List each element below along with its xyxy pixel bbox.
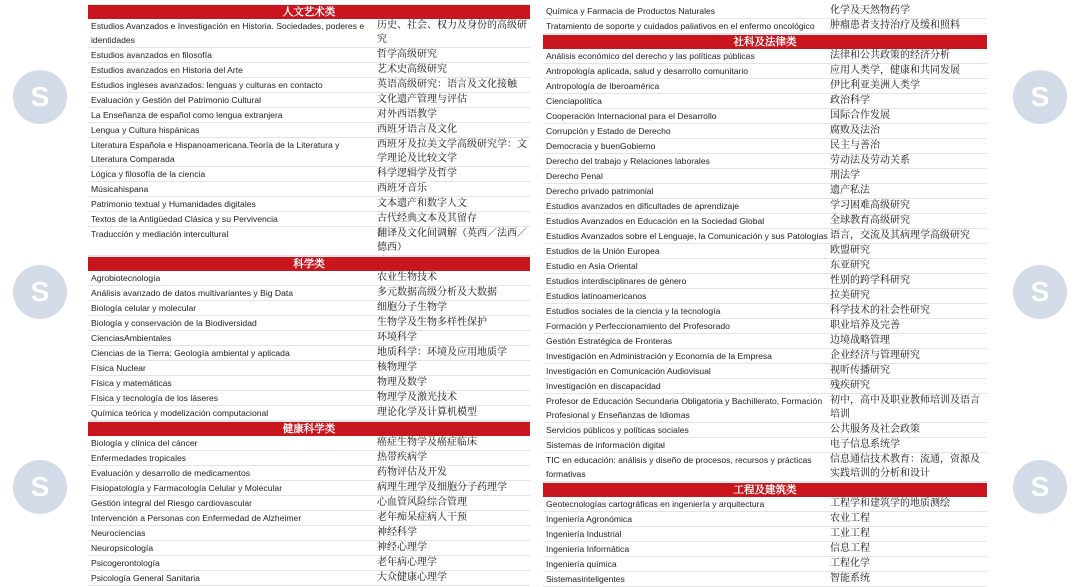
program-row (543, 79, 987, 94)
program-row (543, 542, 987, 557)
program-name-zh: 伊比利亚美洲人类学 (830, 80, 920, 91)
program-name-es: Lógica y filosofía de la ciencia (91, 169, 206, 179)
program-name-es: Ingeniería Industrial (546, 529, 622, 539)
program-name-es: Derecho privado patrimonial (546, 186, 654, 196)
program-name-zh: 智能系统 (830, 573, 870, 584)
program-name-es: Sistemasinteligentes (546, 574, 625, 584)
program-name-zh: 心血管风险综合管理 (377, 497, 467, 508)
program-row (88, 526, 530, 541)
program-name-es: Servicios públicos y políticas sociales (546, 425, 689, 435)
program-name-es: Músicahispana (91, 184, 149, 194)
program-name-zh: 大众健康心理学 (377, 572, 447, 583)
program-name-zh: 文化遗产管理与评估 (377, 94, 467, 105)
program-name-es: CienciasAmbientales (91, 333, 172, 343)
program-name-zh: 老年病心理学 (377, 557, 437, 568)
program-name-zh: 理论化学及计算机模型 (377, 407, 477, 418)
program-row (543, 64, 987, 79)
program-row (88, 48, 530, 63)
program-name-es: Derecho Penal (546, 171, 603, 181)
program-name-zh: 神经心理学 (377, 542, 427, 553)
program-name-es: Democracia y buenGobierno (546, 141, 656, 151)
program-name-zh: 残疾研究 (830, 380, 870, 391)
section-header: 科学类 (88, 256, 530, 271)
section-header: 社科及法律类 (543, 34, 987, 49)
program-row (88, 466, 530, 481)
program-name-zh: 西班牙语言及文化 (377, 124, 457, 135)
program-name-es: Cooperación Internacional para el Desarrollo (546, 111, 717, 121)
program-name-zh: 劳动法及劳动关系 (830, 155, 910, 166)
program-name-zh: 语言，交流及其病理学高级研究 (830, 230, 970, 241)
program-name-zh: 农业工程 (830, 513, 870, 524)
program-row (88, 511, 530, 526)
program-row (88, 391, 530, 406)
program-name-zh: 物理学及激光技术 (377, 392, 457, 403)
program-name-es: Ingeniería Agronómica (546, 514, 632, 524)
program-name-es: Literatura Española e Hispanoamericana.Teoría de la Literatura y Literatura Comparada (91, 140, 340, 164)
program-name-es: Biología y conservación de la Biodiversidad (91, 318, 257, 328)
program-name-zh: 工程学和建筑学的地质测绘 (830, 498, 950, 509)
program-name-zh: 初中，高中及职业教师培训及语言培训 (830, 395, 980, 420)
program-name-zh: 工程化学 (830, 558, 870, 569)
program-row (88, 556, 530, 571)
program-row (88, 361, 530, 376)
program-name-zh: 艺术史高级研究 (377, 64, 447, 75)
program-name-zh: 农业生物技术 (377, 272, 437, 283)
logo-icon: S (1013, 265, 1067, 319)
program-row (543, 453, 987, 482)
program-name-es: Corrupción y Estado de Derecho (546, 126, 671, 136)
program-name-es: Investigación en Comunicación Audiovisual (546, 366, 711, 376)
program-name-zh: 神经科学 (377, 527, 417, 538)
program-name-zh: 视听传播研究 (830, 365, 890, 376)
section-header: 人文艺术类 (88, 4, 530, 19)
program-name-zh: 热带疾病学 (377, 452, 427, 463)
program-row (88, 271, 530, 286)
program-name-zh: 生物学及生物多样性保护 (377, 317, 487, 328)
program-row (543, 289, 987, 304)
program-name-es: Neurociencias (91, 528, 146, 538)
program-name-es: Física Nuclear (91, 363, 146, 373)
program-name-es: Gestión integral del Riesgo cardiovascular (91, 498, 252, 508)
program-name-es: Traducción y mediación intercultural (91, 229, 229, 239)
logo-icon: S (1013, 460, 1067, 514)
program-row (88, 227, 530, 256)
program-row (543, 184, 987, 199)
section-header: 健康科学类 (88, 421, 530, 436)
program-name-zh: 工业工程 (830, 528, 870, 539)
program-row (88, 182, 530, 197)
program-row (543, 438, 987, 453)
program-name-zh: 公共服务及社会政策 (830, 424, 920, 435)
program-name-zh: 对外西语教学 (377, 109, 437, 120)
program-row (543, 364, 987, 379)
program-name-es: Patrimonio textual y Humanidades digitales (91, 199, 256, 209)
program-name-zh: 全球教育高级研究 (830, 215, 910, 226)
watermark-left (0, 0, 80, 584)
program-name-es: Investigación en Administración y Economía de la Empresa (546, 351, 772, 361)
program-name-zh: 西班牙及拉美文学高级研究学：文学理论及比较文学 (377, 139, 527, 164)
program-row (543, 139, 987, 154)
program-row (543, 349, 987, 364)
program-row (543, 169, 987, 184)
program-name-zh: 国际合作发展 (830, 110, 890, 121)
program-row (88, 63, 530, 78)
program-row (543, 319, 987, 334)
program-name-es: Estudios ingleses avanzados: lenguas y culturas en contacto (91, 80, 323, 90)
program-name-es: Evaluación y Gestión del Patrimonio Cultural (91, 95, 262, 105)
program-name-zh: 西班牙音乐 (377, 183, 427, 194)
program-row (543, 244, 987, 259)
program-name-zh: 职业培养及完善 (830, 320, 900, 331)
program-name-es: Ingeniería Informática (546, 544, 630, 554)
program-name-zh: 英语高级研究：语言及文化接触 (377, 79, 517, 90)
program-row (88, 212, 530, 227)
program-name-es: Ingeniería química (546, 559, 617, 569)
program-name-es: Cienciapolítica (546, 96, 602, 106)
program-row (543, 304, 987, 319)
program-row (88, 451, 530, 466)
program-name-zh: 政治科学 (830, 95, 870, 106)
program-row (543, 423, 987, 438)
logo-icon: S (13, 460, 67, 514)
program-name-zh: 拉美研究 (830, 290, 870, 301)
logo-icon: S (1013, 70, 1067, 124)
program-list-right (543, 4, 987, 587)
program-name-es: Tratamiento de soporte y cuidados paliativos en el enfermo oncológico (546, 21, 815, 31)
program-name-es: Estudios latinoamericanos (546, 291, 647, 301)
program-name-es: Estudios avanzados en dificultades de aprendizaje (546, 201, 740, 211)
program-name-zh: 民主与善治 (830, 140, 880, 151)
program-name-es: Química teórica y modelización computacional (91, 408, 269, 418)
program-name-es: Profesor de Educación Secundaria Obligatoria y Bachillerato, Formación Profesional y Enseñanzas de Idiomas (546, 396, 823, 420)
program-row (543, 334, 987, 349)
program-name-zh: 科学逻辑学及哲学 (377, 168, 457, 179)
program-name-es: Psicogerontología (91, 558, 160, 568)
program-name-es: Fisiopatología y Farmacología Celular y Molecular (91, 483, 283, 493)
program-name-es: Evaluación y desarrollo de medicamentos (91, 468, 251, 478)
program-name-es: Textos de la Antigüedad Clásica y su Pervivencia (91, 214, 278, 224)
program-row (88, 78, 530, 93)
program-row (88, 286, 530, 301)
program-name-es: Agrobiotecnología (91, 273, 161, 283)
program-row (88, 376, 530, 391)
program-row (88, 346, 530, 361)
program-name-es: Estudios sociales de la ciencia y la tecnología (546, 306, 721, 316)
program-name-es: Estudios Avanzados sobre el Lenguaje, la Comunicación y sus Patologías (546, 231, 828, 241)
program-row (543, 124, 987, 139)
program-name-zh: 历史、社会、权力及身份的高级研究 (377, 20, 527, 45)
logo-icon: S (13, 265, 67, 319)
program-name-zh: 肿瘤患者支持治疗及缓和照料 (830, 20, 960, 31)
program-row (543, 94, 987, 109)
program-name-zh: 古代经典文本及其留存 (377, 213, 477, 224)
program-name-es: Investigación en discapacidad (546, 381, 661, 391)
logo-icon: S (13, 70, 67, 124)
section-header: 工程及建筑类 (543, 482, 987, 497)
program-row (88, 93, 530, 108)
program-row (543, 154, 987, 169)
watermark-right (1000, 0, 1080, 584)
program-name-es: Formación y Perfeccionamiento del Profesorado (546, 321, 730, 331)
program-name-zh: 物理及数学 (377, 377, 427, 388)
program-name-zh: 企业经济与管理研究 (830, 350, 920, 361)
program-row (88, 496, 530, 511)
program-row (543, 259, 987, 274)
program-row (88, 541, 530, 556)
program-row (543, 109, 987, 124)
program-name-zh: 核物理学 (377, 362, 417, 373)
program-name-zh: 多元数据高级分析及大数据 (377, 287, 497, 298)
program-row (543, 527, 987, 542)
program-name-es: Estudios Avanzados e Investigación en Historia. Sociedades, poderes e identidades (91, 21, 365, 45)
program-name-zh: 信息工程 (830, 543, 870, 554)
program-row (88, 406, 530, 421)
program-name-es: Estudios avanzados en Historia del Arte (91, 65, 243, 75)
program-name-zh: 环境科学 (377, 332, 417, 343)
program-row (88, 331, 530, 346)
program-row (543, 199, 987, 214)
program-row (543, 4, 987, 19)
program-name-zh: 法律和公共政策的经济分析 (830, 50, 950, 61)
program-name-es: Física y matemáticas (91, 378, 172, 388)
program-name-es: Antropología aplicada, salud y desarrollo comunitario (546, 66, 749, 76)
program-row (88, 316, 530, 331)
program-name-zh: 信息通信技术教育：流通，资源及实践培训的分析和设计 (830, 454, 980, 479)
program-row (88, 167, 530, 182)
program-row (543, 229, 987, 244)
program-row (543, 49, 987, 64)
program-name-zh: 电子信息系统学 (830, 439, 900, 450)
program-row (543, 572, 987, 587)
program-row (543, 379, 987, 394)
program-list-left (88, 4, 530, 586)
program-name-es: Análisis avanzado de datos multivariantes y Big Data (91, 288, 294, 298)
program-name-es: Biología celular y molecular (91, 303, 197, 313)
program-name-es: Derecho del trabajo y Relaciones laborales (546, 156, 710, 166)
program-name-zh: 科学技术的社会性研究 (830, 305, 930, 316)
program-row (543, 19, 987, 34)
program-row (88, 123, 530, 138)
program-name-zh: 遗产私法 (830, 185, 870, 196)
program-row (88, 197, 530, 212)
program-name-es: Antropología de Iberoamérica (546, 81, 660, 91)
program-name-zh: 腐败及法治 (830, 125, 880, 136)
program-name-es: Estudios interdisciplinares de género (546, 276, 687, 286)
program-name-es: Enfermedades tropicales (91, 453, 187, 463)
program-name-zh: 地质科学：环境及应用地质学 (377, 347, 507, 358)
program-name-zh: 药物评估及开发 (377, 467, 447, 478)
program-name-zh: 癌症生物学及癌症临床 (377, 437, 477, 448)
program-name-es: Estudios Avanzados en Educación en la Sociedad Global (546, 216, 765, 226)
program-name-es: Estudio en Asia Oriental (546, 261, 638, 271)
program-row (543, 214, 987, 229)
program-name-es: Gestión Estratégica de Fronteras (546, 336, 673, 346)
program-row (88, 19, 530, 48)
program-name-es: Geotecnologías cartográficas en ingeniería y arquitectura (546, 499, 765, 509)
program-name-zh: 欧盟研究 (830, 245, 870, 256)
program-name-zh: 刑法学 (830, 170, 860, 181)
program-name-es: Física y tecnología de los láseres (91, 393, 219, 403)
program-row (88, 108, 530, 123)
program-name-es: Estudios avanzados en filosofía (91, 50, 212, 60)
program-row (543, 497, 987, 512)
program-row (88, 481, 530, 496)
program-name-es: Química y Farmacia de Productos Naturales (546, 6, 716, 16)
program-name-zh: 细胞分子生物学 (377, 302, 447, 313)
program-name-zh: 翻译及文化间调解（英西／法西／德西） (377, 228, 527, 253)
program-name-zh: 老年痴呆症病人干预 (377, 512, 467, 523)
program-name-es: Biología y clínica del cáncer (91, 438, 198, 448)
program-name-es: Neuropsicología (91, 543, 154, 553)
program-name-zh: 文本遗产和数字人文 (377, 198, 467, 209)
program-row (543, 274, 987, 289)
program-row (543, 394, 987, 423)
program-name-es: Sistemas de información digital (546, 440, 665, 450)
program-name-es: Psicología General Sanitaria (91, 573, 200, 583)
program-name-es: Estudios de la Unión Europea (546, 246, 660, 256)
program-name-zh: 哲学高级研究 (377, 49, 437, 60)
program-name-es: Intervención a Personas con Enfermedad de Alzheimer (91, 513, 302, 523)
program-name-zh: 病理生理学及细胞分子药理学 (377, 482, 507, 493)
program-name-es: La Enseñanza de español como lengua extranjera (91, 110, 283, 120)
program-name-zh: 化学及天然物药学 (830, 5, 910, 16)
program-name-es: TIC en educación: análisis y diseño de procesos, recursos y prácticas formativas (546, 455, 812, 479)
program-row (88, 301, 530, 316)
program-row (88, 436, 530, 451)
program-name-es: Lengua y Cultura hispánicas (91, 125, 200, 135)
program-name-zh: 东亚研究 (830, 260, 870, 271)
program-name-es: Ciencias de la Tierra: Geología ambiental y aplicada (91, 348, 290, 358)
program-name-es: Análisis económico del derecho y las políticas públicas (546, 51, 755, 61)
program-name-zh: 应用人类学，健康和共同发展 (830, 65, 960, 76)
program-row (543, 512, 987, 527)
program-row (543, 557, 987, 572)
program-row (88, 138, 530, 167)
program-name-zh: 边境战略管理 (830, 335, 890, 346)
program-name-zh: 学习困难高级研究 (830, 200, 910, 211)
program-name-zh: 性别的跨学科研究 (830, 275, 910, 286)
